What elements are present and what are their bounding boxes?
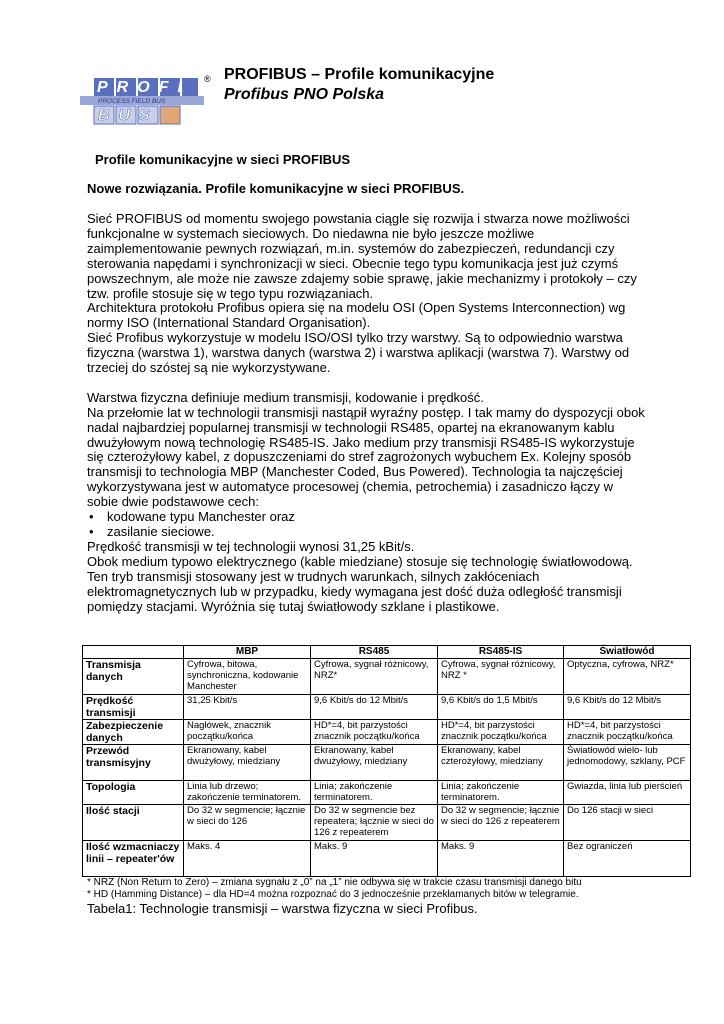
paragraph: Na przełomie lat w technologii transmisji nastąpił wyraźny postęp. I tak mamy do dyspozycji obok nadal najbardziej popularnej transmisji w technologii RS485, opartej na ekranowanym kablu dwużyłowym nową technologię RS485-IS. Jako medium przy transmisji RS485-IS wykorzystuje się czterożyłowy kabel, z dopuszczeniami do stref zagrożonych wybuchem Ex. Kolejny sposób transmisji to technologia MBP (Manchester Coded, Bus Powered). Technologia ta najczęściej wykorzystywana jest w automatyce procesowej (chemia, petrochemia) i zasadniczo łączy w sobie dwie podstawowe cech:: [87, 404, 645, 510]
section-title: Profile komunikacyjne w sieci PROFIBUS: [95, 152, 351, 167]
table-cell: Ekranowany, kabel czterożyłowy, miedziany: [438, 745, 564, 781]
table-cell: Maks. 4: [184, 841, 311, 877]
table-row: [83, 720, 691, 745]
table-cell: Nagłówek, znacznik początku/końca: [184, 720, 311, 745]
row-header: Ilość stacji: [83, 805, 184, 841]
table-row: [83, 841, 691, 877]
table-cell: HD*=4, bit parzystości znacznik początku/końca: [564, 720, 691, 745]
logo-registered-mark: ®: [204, 74, 211, 84]
paragraph-gap: [87, 376, 647, 391]
column-header: Światłowód: [564, 646, 691, 659]
table-cell: Cyfrowa, sygnał różnicowy, NRZ *: [438, 659, 564, 695]
footnote: * NRZ (Non Return to Zero) – zmiana sygnału z „0” na „1” nie odbywa się w trakcie czasu transmisji danego bitu: [87, 877, 582, 888]
article-body: [87, 212, 647, 614]
table-row: [83, 695, 691, 720]
paragraph: Architektura protokołu Profibus opiera się na modelu OSI (Open Systems Interconnection) wg normy ISO (International Standard Organisation).: [87, 300, 626, 331]
table-cell: Do 32 w segmencie bez repeatera; łącznie w sieci do 126 z repeaterem: [311, 805, 438, 841]
row-header: Transmisja danych: [83, 659, 184, 695]
column-header: RS485: [311, 646, 438, 659]
bullet-item: • zasilanie sieciowe.: [87, 525, 647, 540]
table-row: [83, 659, 691, 695]
document-subtitle: Profibus PNO Polska: [224, 86, 385, 103]
bullet-list: [87, 510, 647, 540]
table-header-row: [83, 646, 691, 659]
table-row: [83, 805, 691, 841]
column-header: [83, 646, 184, 659]
paragraph: Sieć Profibus wykorzystuje w modelu ISO/OSI tylko trzy warstwy. Są to odpowiednio warstwa fizyczna (warstwa 1), warstwa danych (warstwa 2) i warstwa aplikacji (warstwa 7). Warstwy od trzeciej do szóstej są nie wykorzystywane.: [87, 330, 630, 376]
paragraph: Warstwa fizyczna definiuje medium transmisji, kodowanie i prędkość.: [87, 389, 484, 405]
table-cell: HD*=4, bit parzystości znacznik początku/końca: [311, 720, 438, 745]
table-cell: Cyfrowa, bitowa, synchroniczna, kodowanie Manchester: [184, 659, 311, 695]
logo-bottom-text: BUS: [98, 107, 159, 124]
table-cell: Maks. 9: [438, 841, 564, 877]
profibus-logo: [80, 70, 220, 132]
paragraph: Obok medium typowo elektrycznego (kable miedziane) stosuje się technologię światłowodową. Ten tryb transmisji stosowany jest w trudnych warunkach, silnych zakłóceniach elektromagnetycznych lub w przypadku, kiedy wymagana jest dość duża odległość transmisji pomiędzy stacjami. Wyróżnia się tutaj światłowody szklane i plastikowe.: [87, 553, 633, 614]
table-cell: 9,6 Kbit/s do 12 Mbit/s: [311, 695, 438, 720]
table-row: [83, 745, 691, 781]
paragraph: Prędkość transmisji w tej technologii wynosi 31,25 kBit/s.: [87, 538, 415, 554]
paragraph: Sieć PROFIBUS od momentu swojego powstania ciągle się rozwija i stwarza nowe możliwości funkcjonalne w systemach sieciowych. Do niedawna nie było jeszcze możliwe zaimplementowanie pewnych rozwiązań, m.in. systemów do zabezpieczeń, redundancji czy sterowania napędami i synchronizacji w sieci. Obecnie tego typu komunikacja jest już czymś powszechnym, ale może nie zawsze zdajemy sobie sprawę, jakie mechanizmy i protokoły – czy tzw. profile stosuje się w tego typu rozwiązaniach.: [87, 211, 637, 301]
table-cell: Cyfrowa, sygnał różnicowy, NRZ*: [311, 659, 438, 695]
table-cell: Linia; zakończenie terminatorem.: [438, 781, 564, 805]
table-cell: Maks. 9: [311, 841, 438, 877]
table-cell: Linia lub drzewo; zakończenie terminatorem.: [184, 781, 311, 805]
row-header: Topologia: [83, 781, 184, 805]
table-cell: 31,25 Kbit/s: [184, 695, 311, 720]
table-cell: Światłowód wielo- lub jednomodowy, szklany, PCF: [564, 745, 691, 781]
table-cell: Ekranowany, kabel dwużyłowy, miedziany: [311, 745, 438, 781]
profibus-logo-icon: [80, 70, 220, 132]
table-cell: Optyczna, cyfrowa, NRZ*: [564, 659, 691, 695]
bullet-item: • kodowane typu Manchester oraz: [87, 510, 647, 525]
table-cell: Do 32 w segmencie; łącznie w sieci do 126: [184, 805, 311, 841]
table-cell: HD*=4, bit parzystości znacznik początku/końca: [438, 720, 564, 745]
logo-band-text: PROCESS FIELD BUS: [98, 98, 166, 105]
footnote: * HD (Hamming Distance) – dla HD=4 można rozpoznać do 3 jednocześnie przekłamanych bitów w telegramie.: [87, 889, 579, 901]
table-caption: Tabela1: Technologie transmisji – warstwa fizyczna w sieci Profibus.: [87, 901, 478, 916]
table-row: [83, 781, 691, 805]
row-header: Zabezpieczenie danych: [83, 720, 184, 745]
article-title: Nowe rozwiązania. Profile komunikacyjne w sieci PROFIBUS.: [87, 181, 465, 196]
column-header: RS485-IS: [438, 646, 564, 659]
document-title: PROFIBUS – Profile komunikacyjne: [224, 66, 495, 83]
table-cell: Do 126 stacji w sieci: [564, 805, 691, 841]
table-footnotes: [87, 877, 687, 902]
table-cell: Linia; zakończenie terminatorem.: [311, 781, 438, 805]
row-header: Przewód transmisyjny: [83, 745, 184, 781]
table-cell: Do 32 w segmencie; łącznie w sieci do 126 z repeaterem: [438, 805, 564, 841]
table-cell: 9,6 Kbit/s do 1,5 Mbit/s: [438, 695, 564, 720]
technology-table: [82, 645, 691, 877]
table-cell: Gwiazda, linia lub pierścień: [564, 781, 691, 805]
table-cell: Bez ograniczeń: [564, 841, 691, 877]
logo-top-text: PROFI: [97, 79, 191, 96]
table-cell: 9,6 Kbit/s do 12 Mbit/s: [564, 695, 691, 720]
column-header: MBP: [184, 646, 311, 659]
row-header: Ilość wzmacniaczy linii – repeater'ów: [83, 841, 184, 877]
row-header: Prędkość transmisji: [83, 695, 184, 720]
table-cell: Ekranowany, kabel dwużyłowy, miedziany: [184, 745, 311, 781]
